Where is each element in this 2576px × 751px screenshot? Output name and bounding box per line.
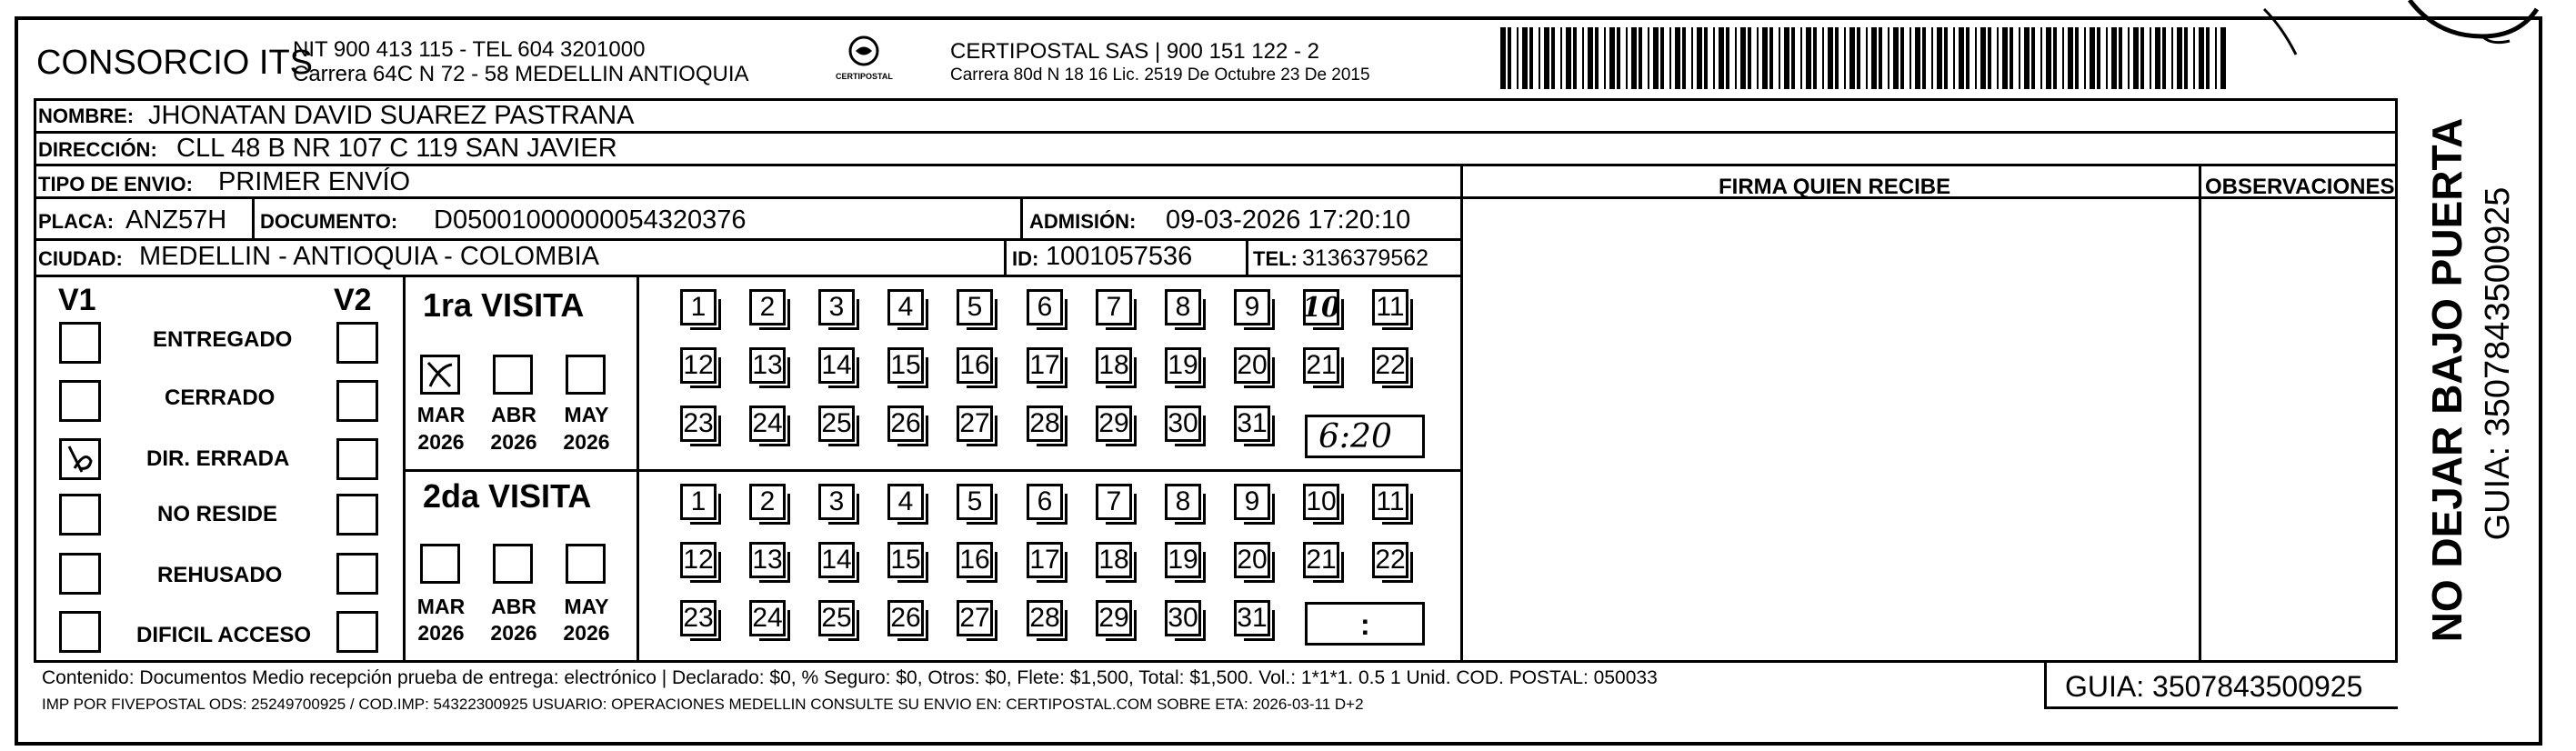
v1-rehusado-checkbox[interactable] xyxy=(59,553,101,595)
second-visit-time-box[interactable] xyxy=(1305,602,1425,646)
second-year-abr: 2026 xyxy=(490,621,537,645)
first-visit-day-17[interactable]: 17 xyxy=(1027,347,1063,384)
second-month-may: MAY xyxy=(564,595,609,618)
v2-no-reside-checkbox[interactable] xyxy=(336,494,378,536)
second-visit-day-12[interactable]: 12 xyxy=(680,542,717,578)
first-visit-day-29[interactable]: 29 xyxy=(1096,406,1132,442)
second-visit-day-10[interactable]: 10 xyxy=(1303,484,1339,520)
second-visit-day-4[interactable]: 4 xyxy=(887,484,924,520)
second-visit-day-21[interactable]: 21 xyxy=(1303,542,1339,578)
v2-label: V2 xyxy=(334,283,372,317)
second-visit-day-18[interactable]: 18 xyxy=(1096,542,1132,578)
footer-contents: Contenido: Documentos Medio recepción prueba de entrega: electrónico | Declarado: $0, % Seguro: $0, Otros: $0, Flete: $1,500, Total: $1,500. Vol.: 1*1*1. 0.5 1 Unid. COD. POSTAL: 050033 xyxy=(42,667,1658,688)
first-visit-day-5[interactable]: 5 xyxy=(957,289,993,325)
admision-label: ADMISIÓN: xyxy=(1029,210,1137,233)
placa-label: PLACA: xyxy=(38,210,115,233)
v1-cerrado-checkbox[interactable] xyxy=(59,380,101,422)
second-visit-day-19[interactable]: 19 xyxy=(1165,542,1201,578)
first-visit-day-25[interactable]: 25 xyxy=(818,406,855,442)
status-entregado: ENTREGADO xyxy=(153,327,293,352)
second-visit-day-23[interactable]: 23 xyxy=(680,600,717,636)
first-visit-day-23[interactable]: 23 xyxy=(680,406,717,442)
second-month-abr: ABR xyxy=(491,595,536,618)
second-visit-day-26[interactable]: 26 xyxy=(887,600,924,636)
first-visit-day-10[interactable]: 10 xyxy=(1303,289,1339,325)
first-visit-day-6[interactable]: 6 xyxy=(1027,289,1063,325)
second-visit-day-9[interactable]: 9 xyxy=(1234,484,1270,520)
direccion-value: CLL 48 B NR 107 C 119 SAN JAVIER xyxy=(176,134,617,163)
second-visit-month-may[interactable] xyxy=(566,544,606,584)
first-visit-day-18[interactable]: 18 xyxy=(1096,347,1132,384)
v1-dir-errada-checkbox[interactable] xyxy=(59,438,101,480)
v2-entregado-checkbox[interactable] xyxy=(336,322,378,364)
ciudad-label: CIUDAD: xyxy=(38,247,123,270)
status-rehusado: REHUSADO xyxy=(157,563,283,587)
first-visit-day-19[interactable]: 19 xyxy=(1165,347,1201,384)
company-name: CONSORCIO ITS xyxy=(36,44,314,82)
first-month-may: MAY xyxy=(564,403,609,426)
first-month-mar: MAR xyxy=(416,403,466,426)
second-visit-day-22[interactable]: 22 xyxy=(1372,542,1408,578)
tel-label: TEL: xyxy=(1253,247,1298,270)
first-visit-day-31[interactable]: 31 xyxy=(1234,406,1270,442)
first-visit-day-21[interactable]: 21 xyxy=(1303,347,1339,384)
first-visit-day-2[interactable]: 2 xyxy=(749,289,786,325)
first-year-may: 2026 xyxy=(563,430,610,454)
barcode xyxy=(1500,27,2228,89)
tel-value: 3136379562 xyxy=(1302,245,1429,271)
direccion-label: DIRECCIÓN: xyxy=(38,138,157,161)
documento-value: D05001000000054320376 xyxy=(434,205,747,235)
second-visit-day-13[interactable]: 13 xyxy=(749,542,786,578)
first-visit-day-7[interactable]: 7 xyxy=(1096,289,1132,325)
second-visit-day-1[interactable]: 1 xyxy=(680,484,717,520)
placa-value: ANZ57H xyxy=(125,205,227,235)
first-visit-time-box[interactable] xyxy=(1305,415,1425,458)
second-visit-month-abr[interactable] xyxy=(493,544,533,584)
first-visit-day-14[interactable]: 14 xyxy=(818,347,855,384)
v2-rehusado-checkbox[interactable] xyxy=(336,553,378,595)
observaciones-header: OBSERVACIONES xyxy=(2205,175,2395,199)
v1-label: V1 xyxy=(58,283,96,317)
first-month-abr: ABR xyxy=(491,403,536,426)
v1-dificil-acceso-checkbox[interactable] xyxy=(59,611,101,653)
second-visit-day-5[interactable]: 5 xyxy=(957,484,993,520)
logo-text: CERTIPOSTAL xyxy=(836,72,893,81)
firma-header: FIRMA QUIEN RECIBE xyxy=(1719,175,1951,199)
second-visit-month-mar[interactable] xyxy=(420,544,460,584)
status-cerrado: CERRADO xyxy=(165,386,276,410)
first-visit-day-16[interactable]: 16 xyxy=(957,347,993,384)
second-visit-day-2[interactable]: 2 xyxy=(749,484,786,520)
ciudad-value: MEDELLIN - ANTIOQUIA - COLOMBIA xyxy=(139,242,599,271)
first-visit-day-20[interactable]: 20 xyxy=(1234,347,1270,384)
first-visit-day-24[interactable]: 24 xyxy=(749,406,786,442)
second-visit-day-24[interactable]: 24 xyxy=(749,600,786,636)
first-year-mar: 2026 xyxy=(417,430,465,454)
nombre-value: JHONATAN DAVID SUAREZ PASTRANA xyxy=(148,101,635,130)
id-value: 1001057536 xyxy=(1046,242,1193,271)
certipostal-logo xyxy=(823,33,905,85)
tipo-envio-label: TIPO DE ENVIO: xyxy=(38,173,193,195)
status-dir-errada: DIR. ERRADA xyxy=(146,446,290,471)
company-nit: NIT 900 413 115 - TEL 604 3201000 xyxy=(293,37,646,62)
second-visit-day-16[interactable]: 16 xyxy=(957,542,993,578)
first-visit-day-8[interactable]: 8 xyxy=(1165,289,1201,325)
admision-value: 09-03-2026 17:20:10 xyxy=(1166,205,1411,235)
side-warning: NO DEJAR BAJO PUERTA xyxy=(2423,117,2471,643)
second-visit-day-28[interactable]: 28 xyxy=(1027,600,1063,636)
second-visit-day-6[interactable]: 6 xyxy=(1027,484,1063,520)
footer-guia-box xyxy=(2044,661,2398,709)
first-visit-day-30[interactable]: 30 xyxy=(1165,406,1201,442)
second-visit-day-14[interactable]: 14 xyxy=(818,542,855,578)
signature-scribble xyxy=(2255,0,2555,73)
carrier-license: Carrera 80d N 18 16 Lic. 2519 De Octubre 23 De 2015 xyxy=(950,65,1370,85)
second-visit-day-7[interactable]: 7 xyxy=(1096,484,1132,520)
second-visit-day-25[interactable]: 25 xyxy=(818,600,855,636)
first-visit-time: 6:20 xyxy=(1318,418,1392,456)
first-visit-day-27[interactable]: 27 xyxy=(957,406,993,442)
tipo-envio-value: PRIMER ENVÍO xyxy=(218,167,411,196)
status-no-reside: NO RESIDE xyxy=(157,502,278,526)
first-visit-day-26[interactable]: 26 xyxy=(887,406,924,442)
carrier-name: CERTIPOSTAL SAS | 900 151 122 - 2 xyxy=(950,39,1319,64)
second-year-may: 2026 xyxy=(563,621,610,645)
nombre-label: NOMBRE: xyxy=(38,105,135,127)
first-visit-day-22[interactable]: 22 xyxy=(1372,347,1408,384)
v2-cerrado-checkbox[interactable] xyxy=(336,380,378,422)
first-visit-month-may[interactable] xyxy=(566,355,606,395)
second-visit-day-17[interactable]: 17 xyxy=(1027,542,1063,578)
first-visit-day-4[interactable]: 4 xyxy=(887,289,924,325)
second-visit-day-29[interactable]: 29 xyxy=(1096,600,1132,636)
second-visit-day-20[interactable]: 20 xyxy=(1234,542,1270,578)
v2-dir-errada-checkbox[interactable] xyxy=(336,438,378,480)
second-visit-day-8[interactable]: 8 xyxy=(1165,484,1201,520)
first-visit-day-1[interactable]: 1 xyxy=(680,289,717,325)
v1-entregado-checkbox[interactable] xyxy=(59,322,101,364)
v1-no-reside-checkbox[interactable] xyxy=(59,494,101,536)
first-visit-day-13[interactable]: 13 xyxy=(749,347,786,384)
second-visit-day-15[interactable]: 15 xyxy=(887,542,924,578)
second-visit-day-31[interactable]: 31 xyxy=(1234,600,1270,636)
first-visit-day-3[interactable]: 3 xyxy=(818,289,855,325)
second-visit-day-3[interactable]: 3 xyxy=(818,484,855,520)
second-visit-time-separator: : xyxy=(1360,608,1370,641)
first-visit-day-12[interactable]: 12 xyxy=(680,347,717,384)
status-dificil-acceso: DIFICIL ACCESO xyxy=(136,623,312,647)
second-visit-title: 2da VISITA xyxy=(423,477,592,515)
first-visit-day-11[interactable]: 11 xyxy=(1372,289,1408,325)
footer-print-info: IMP POR FIVEPOSTAL ODS: 25249700925 / COD.IMP: 54322300925 USUARIO: OPERACIONES MEDELLIN CONSULTE SU ENVIO EN: CERTIPOSTAL.COM SOBRE ETA: 2026-03-11 D+2 xyxy=(42,696,1364,713)
first-visit-day-15[interactable]: 15 xyxy=(887,347,924,384)
handwritten-mark-icon xyxy=(62,441,98,477)
second-year-mar: 2026 xyxy=(417,621,465,645)
first-visit-day-28[interactable]: 28 xyxy=(1027,406,1063,442)
v2-dificil-acceso-checkbox[interactable] xyxy=(336,611,378,653)
documento-label: DOCUMENTO: xyxy=(260,210,398,233)
side-guia: GUIA: 3507843500925 xyxy=(2479,186,2517,541)
id-label: ID: xyxy=(1012,247,1039,270)
footer-guia: GUIA: 3507843500925 xyxy=(2065,670,2363,703)
second-visit-day-27[interactable]: 27 xyxy=(957,600,993,636)
second-month-mar: MAR xyxy=(416,595,466,618)
second-visit-day-30[interactable]: 30 xyxy=(1165,600,1201,636)
first-visit-month-mar[interactable] xyxy=(420,355,460,395)
first-visit-title: 1ra VISITA xyxy=(423,286,585,324)
second-visit-day-11[interactable]: 11 xyxy=(1372,484,1408,520)
first-visit-month-abr[interactable] xyxy=(493,355,533,395)
handwritten-mark-icon xyxy=(423,357,457,392)
first-visit-day-9[interactable]: 9 xyxy=(1234,289,1270,325)
first-year-abr: 2026 xyxy=(490,430,537,454)
company-address: Carrera 64C N 72 - 58 MEDELLIN ANTIOQUIA xyxy=(293,62,749,86)
